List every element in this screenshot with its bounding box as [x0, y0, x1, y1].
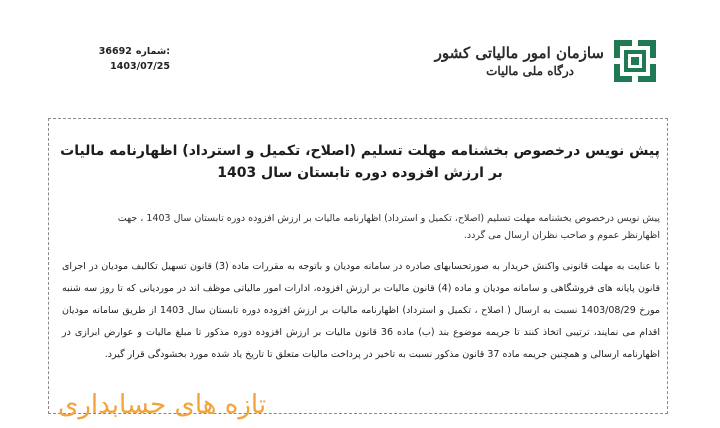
- organization-logo: [435, 38, 658, 84]
- org-subtitle: درگاه ملی مالیات: [486, 64, 574, 78]
- org-name: سازمان امور مالیاتی کشور: [434, 44, 604, 62]
- body-paragraph: با عنایت به مهلت قانونی واکنش خریدار به صورتحسابهای صادره در سامانه مودیان و باتوجه به مقررات ماده (3) قانون تسهیل تکالیف مودیان در اجرای قانون پایانه های فروشگاهی و سامانه مودیان و ماده (4) قانون مالیات بر ارزش افزوده، ادارات امور مالیاتی موظف اند در موردیانی که تا روز سه شنبه مورخ 1403/08/29 نسبت به ارسال ( اصلاح ، تکمیل و استرداد) اظهارنامه مالیات بر ارزش افزوده دوره تابستان سال 1403 از طریق سامانه مودیان اقدام می نمایند، ترتیبی اتخاذ کنند تا جریمه موضوع بند (ب) ماده 36 قانون مالیات بر ارزش افزوده دوره مذکور تا مبلغ مالیات و عوارض ابرازی در اظهارنامه ارسالی و همچنین جریمه ماده 37 قانون مذکور نسبت به تاخیر در پرداخت مالیات متعلق تا تاریخ یاد شده مورد بخشودگی قرار گیرد.: [62, 261, 660, 360]
- number-label: شماره:: [135, 46, 170, 57]
- number-value: 36692: [98, 46, 132, 57]
- number-row: [60, 44, 170, 59]
- watermark-text: تازه های حسابداری: [58, 390, 267, 420]
- intro-paragraph: پیش نویس درخصوص بخشنامه مهلت تسلیم (اصلاح، تکمیل و استرداد) اظهارنامه مالیات بر ارزش افزوده دوره تابستان سال 1403 ، جهت اظهارنظر عموم و صاحب نظران ارسال می گردد.: [117, 213, 660, 241]
- org-name-block: [435, 44, 604, 78]
- date-value: 1403/07/25: [110, 61, 170, 72]
- emblem-icon: [612, 38, 658, 84]
- document-meta: [60, 44, 170, 74]
- document-title: پیش نویس درخصوص بخشنامه مهلت تسلیم (اصلاح، تکمیل و استرداد) اظهارنامه مالیات بر ارزش افزوده دوره تابستان سال 1403: [60, 143, 660, 181]
- date-row: [60, 59, 170, 74]
